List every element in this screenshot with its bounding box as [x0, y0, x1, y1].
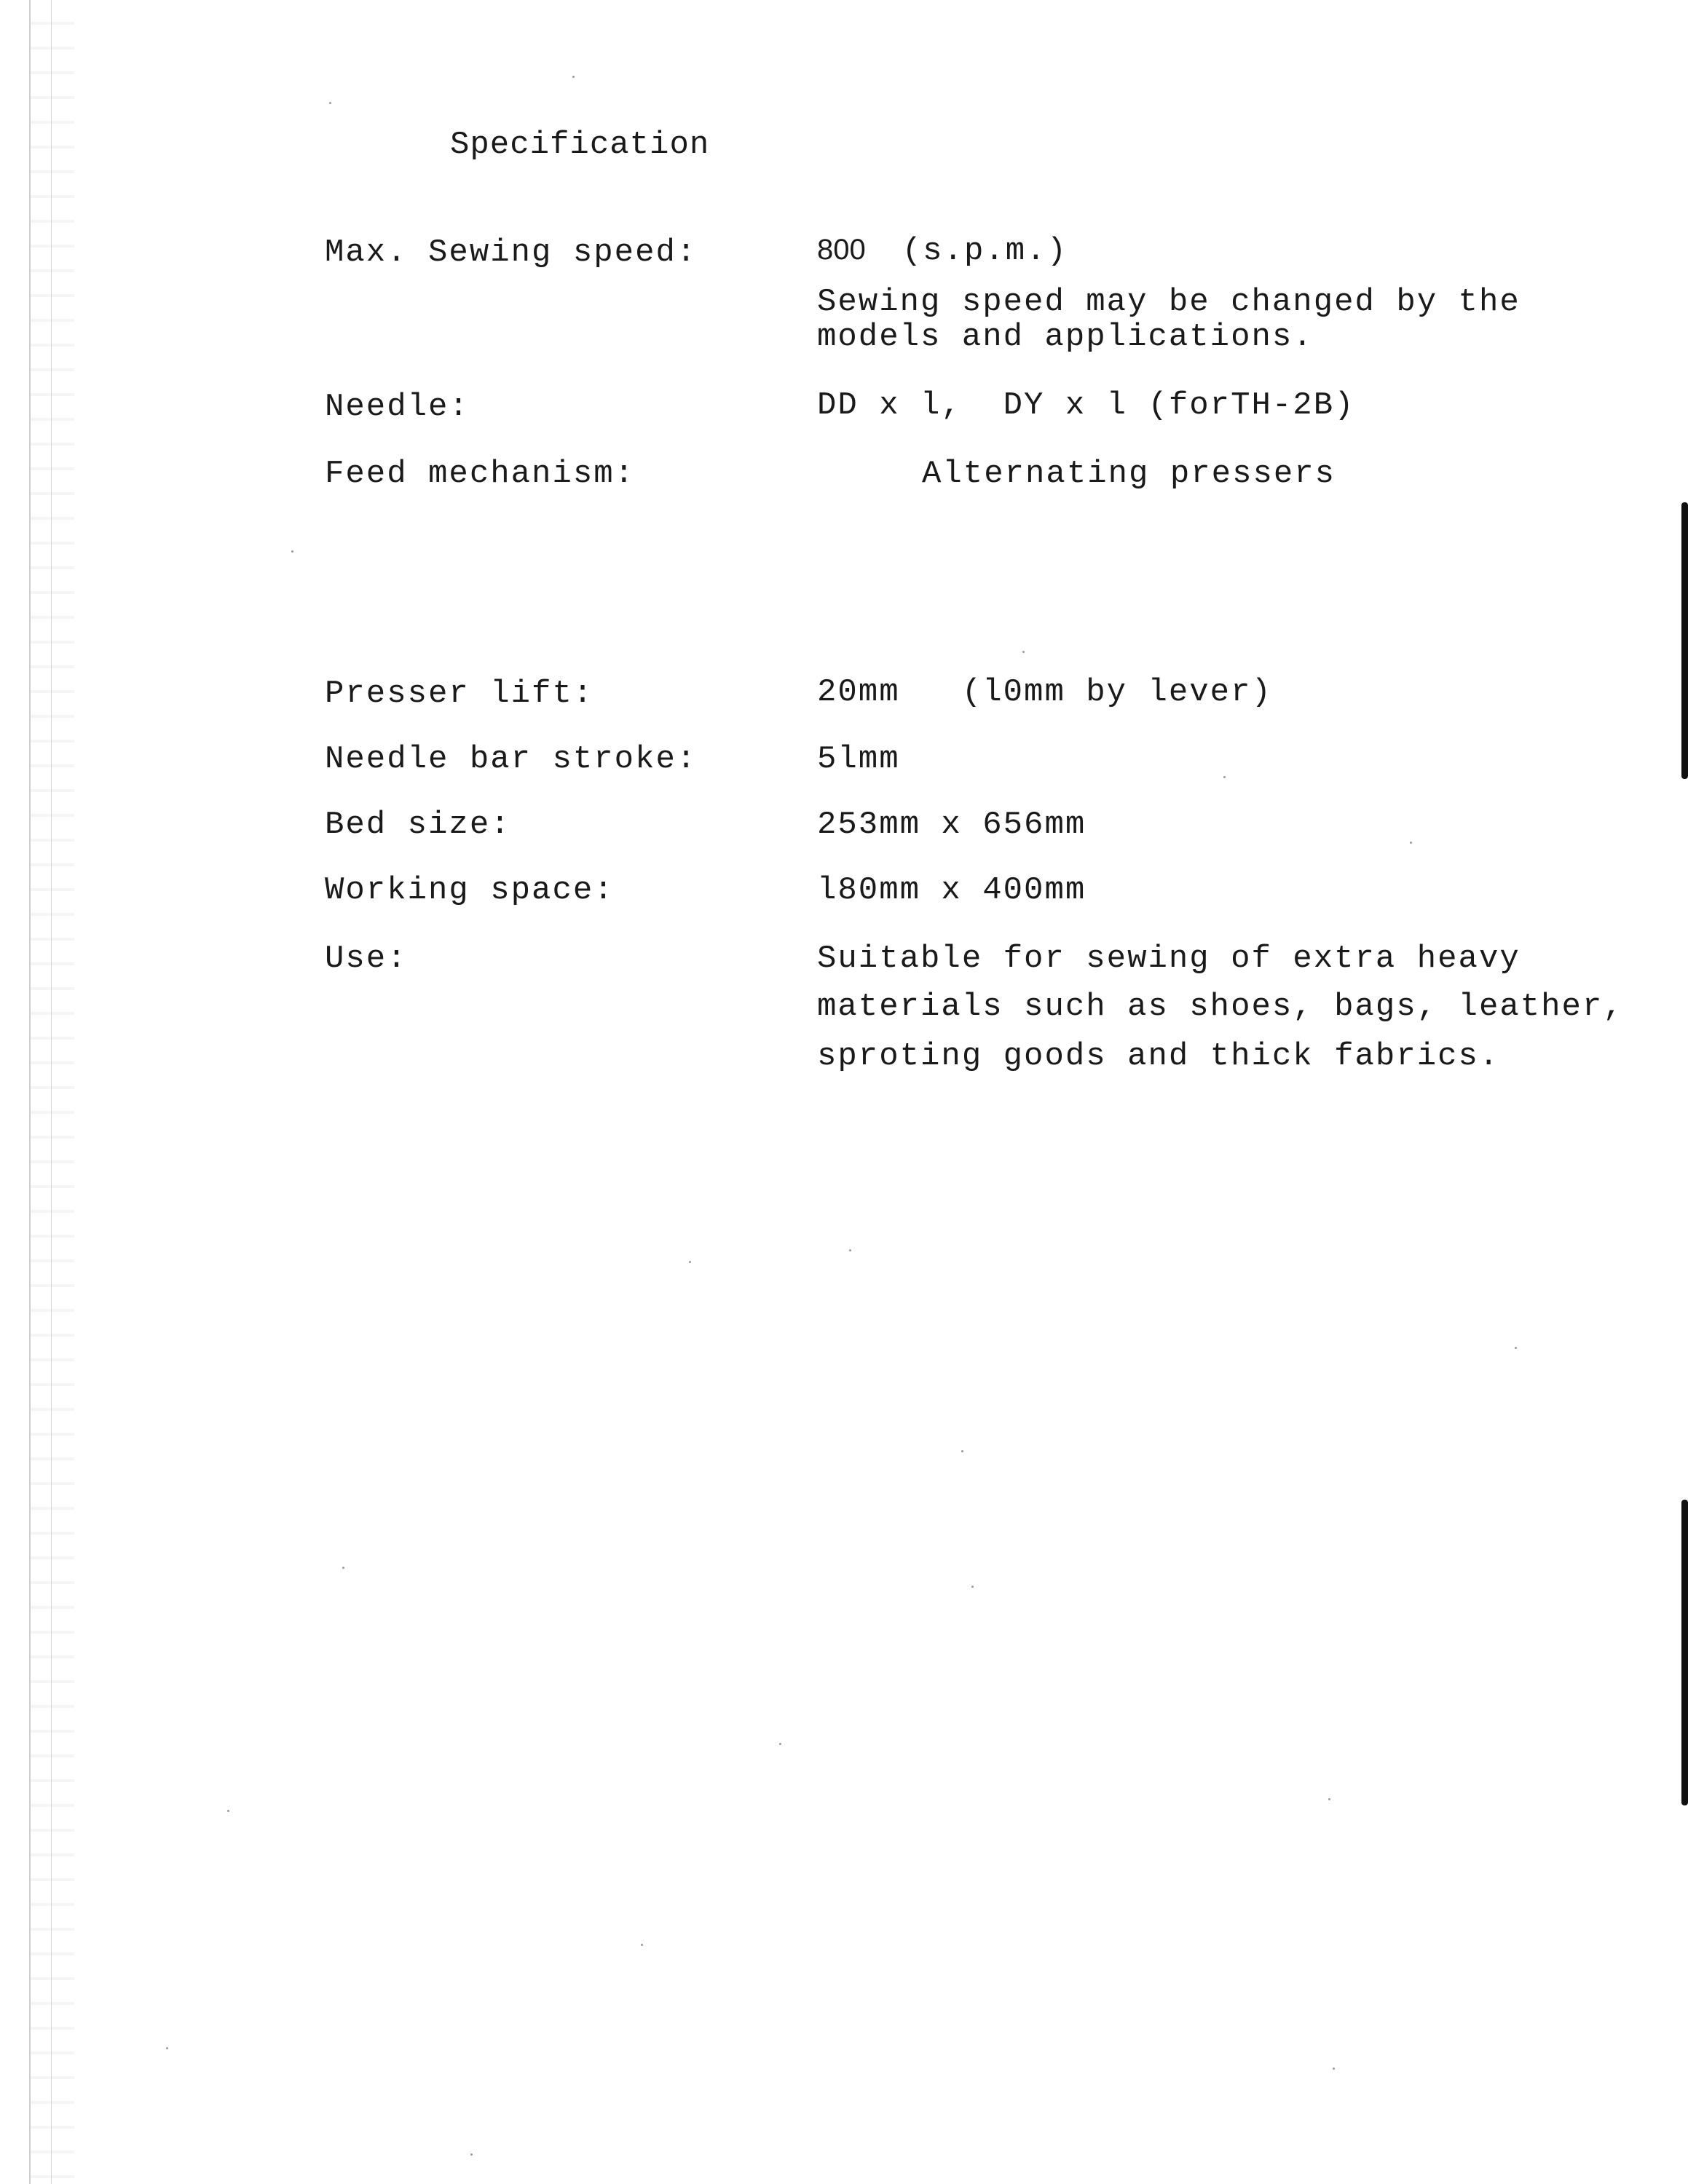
spec-label-presser-lift: Presser lift:: [325, 676, 594, 712]
scan-speck: [1333, 2068, 1335, 2070]
max-sewing-speed-note-line1: Sewing speed may be changed by the: [817, 284, 1521, 320]
spec-label-use: Use:: [325, 941, 408, 977]
spec-label-working-space: Working space:: [325, 872, 615, 909]
scan-edge-right: [1676, 0, 1688, 2184]
scan-speck: [227, 1810, 229, 1812]
scan-speck: [572, 76, 575, 78]
scan-speck: [689, 1261, 691, 1263]
scan-speck: [779, 1743, 781, 1745]
scan-speck: [291, 550, 293, 553]
max-sewing-speed-unit: (s.p.m.): [902, 233, 1068, 269]
spec-label-bed-size: Bed size:: [325, 807, 511, 843]
scan-speck: [641, 1944, 643, 1946]
spec-value-needle-bar-stroke: 5lmm: [817, 741, 900, 778]
spec-value-use-line1: Suitable for sewing of extra heavy: [817, 941, 1521, 977]
scan-speck: [1022, 651, 1025, 653]
spec-label-max-sewing-speed: Max. Sewing speed:: [325, 234, 698, 271]
scan-speck: [1515, 1347, 1517, 1349]
spec-value-needle: DD x l, DY x l (forTH-2B): [817, 387, 1355, 424]
scan-speck: [470, 2153, 473, 2156]
spec-value-max-sewing-speed: [817, 232, 1068, 269]
spec-value-feed-mechanism: Alternating pressers: [922, 456, 1336, 492]
spec-label-needle-bar-stroke: Needle bar stroke:: [325, 741, 698, 778]
scan-edge-left: [29, 0, 74, 2184]
spec-value-bed-size: 253mm x 656mm: [817, 807, 1086, 843]
scan-speck: [342, 1567, 344, 1569]
scan-speck: [1328, 1798, 1330, 1800]
scan-speck: [971, 1586, 974, 1588]
scan-speck: [166, 2047, 168, 2049]
spec-value-use-line2: materials such as shoes, bags, leather,: [817, 989, 1624, 1025]
max-sewing-speed-note-line2: models and applications.: [817, 319, 1314, 355]
max-sewing-speed-number: 800: [817, 234, 866, 266]
spec-value-use-line3: sproting goods and thick fabrics.: [817, 1038, 1500, 1075]
scan-speck: [961, 1450, 963, 1452]
scan-speck: [329, 102, 331, 104]
document-title: Specification: [450, 127, 710, 163]
scan-speck: [849, 1249, 851, 1251]
spec-label-needle: Needle:: [325, 389, 470, 425]
spec-value-presser-lift: 20mm (l0mm by lever): [817, 674, 1272, 711]
spec-label-feed-mechanism: Feed mechanism:: [325, 456, 636, 492]
scan-speck: [1410, 842, 1412, 844]
spec-value-working-space: l80mm x 400mm: [817, 872, 1086, 909]
scan-speck: [1223, 776, 1226, 778]
